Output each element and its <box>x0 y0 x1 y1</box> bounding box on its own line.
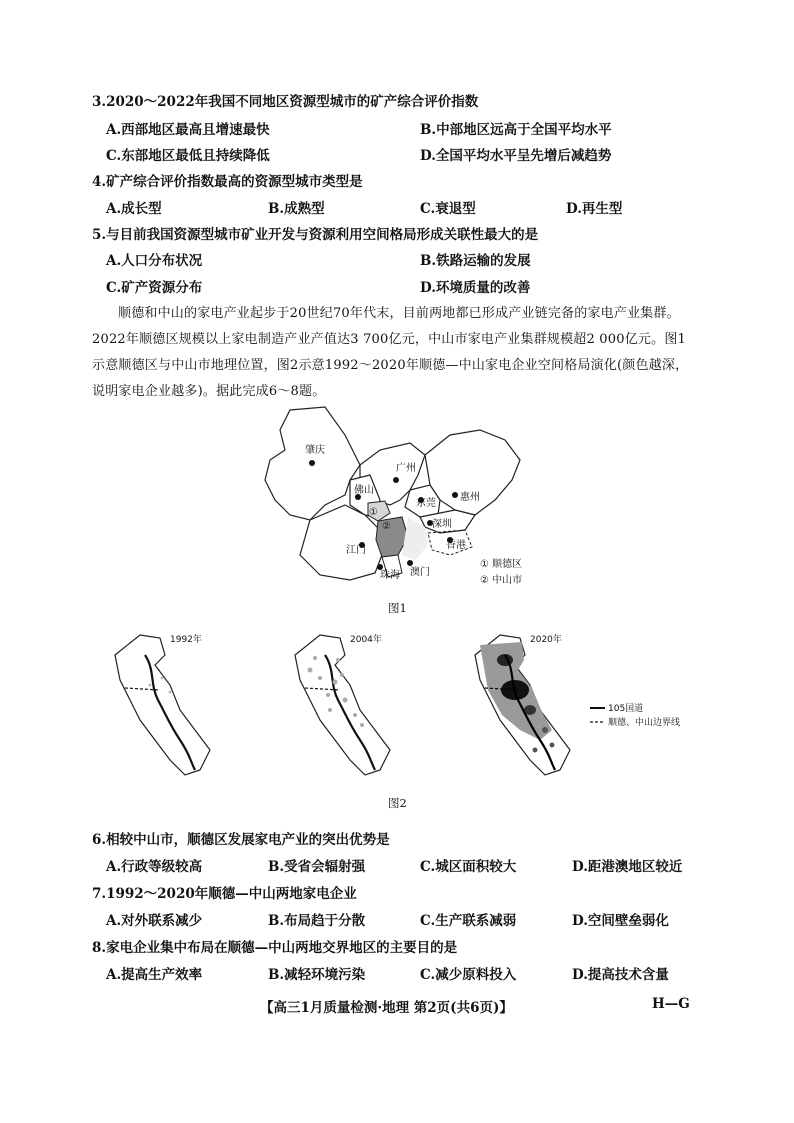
question-8-option-c: C.减少原料投入 <box>420 967 517 983</box>
question-7-option-c: C.生产联系减弱 <box>420 913 517 929</box>
question-4-option-d: D.再生型 <box>566 201 623 217</box>
page-footer-code: H—G <box>652 996 690 1012</box>
question-7-option-b: B.布局趋于分散 <box>268 913 366 929</box>
question-7-stem: 7.1992～2020年顺德—中山两地家电企业 <box>92 886 357 902</box>
question-3-option-c: C.东部地区最低且持续降低 <box>106 148 270 164</box>
panel-2004 <box>295 633 390 775</box>
passage-line-3: 示意顺德区与中山市地理位置，图2示意1992～2020年顺德—中山家电企业空间格局演化(颜色越深， <box>92 358 689 373</box>
label-year-2004: 2004年 <box>350 635 382 645</box>
figure-2-caption: 图2 <box>388 796 407 810</box>
label-foshan: 佛山 <box>354 485 374 496</box>
question-5-stem: 5.与目前我国资源型城市矿业开发与资源利用空间格局形成关联性最大的是 <box>92 227 539 243</box>
legend-shunde: ① 顺德区 <box>480 559 523 570</box>
label-shenzhen: 深圳 <box>432 519 452 530</box>
question-6-option-c: C.城区面积较大 <box>420 859 517 875</box>
passage-line-2: 2022年顺德区规模以上家电制造产业产值达3 700亿元，中山市家电产业集群规模超2 000亿元。图1 <box>92 332 686 347</box>
question-5-option-d: D.环境质量的改善 <box>420 280 531 296</box>
question-6-stem: 6.相较中山市，顺德区发展家电产业的突出优势是 <box>92 832 390 848</box>
label-dongguan: 东莞 <box>416 498 436 509</box>
marker-zhongshan: ② <box>382 521 391 532</box>
question-8-option-a: A.提高生产效率 <box>106 967 203 983</box>
passage-line-1: 顺德和中山的家电产业起步于20世纪70年代末，目前两地都已形成产业链完备的家电产业集群。 <box>118 306 680 321</box>
question-7-option-d: D.空间壁垒弱化 <box>572 913 669 929</box>
question-5-option-c: C.矿产资源分布 <box>106 280 203 296</box>
question-6-option-a: A.行政等级较高 <box>106 859 203 875</box>
marker-shunde: ① <box>369 507 378 518</box>
question-6-option-d: D.距港澳地区较近 <box>572 859 683 875</box>
city-dot-macau <box>407 560 413 566</box>
passage-line-4: 说明家电企业越多)。据此完成6～8题。 <box>92 384 326 399</box>
label-huizhou: 惠州 <box>460 492 480 503</box>
label-year-1992: 1992年 <box>170 635 202 645</box>
page-footer-title: 【高三1月质量检测·地理 第2页(共6页)】 <box>260 1000 513 1016</box>
label-year-2020: 2020年 <box>530 635 562 645</box>
city-dot-guangzhou <box>393 477 399 483</box>
question-4-option-b: B.成熟型 <box>268 201 325 217</box>
panel-2020 <box>475 633 570 775</box>
question-8-stem: 8.家电企业集中布局在顺德—中山两地交界地区的主要目的是 <box>92 940 458 956</box>
figure-2-maps <box>100 630 720 790</box>
panel-1992 <box>115 633 210 775</box>
city-dot-zhaoqing <box>309 460 315 466</box>
label-zhuhai: 珠海 <box>380 570 400 581</box>
question-5-option-a: A.人口分布状况 <box>106 253 203 269</box>
legend-zhongshan: ② 中山市 <box>480 575 523 586</box>
figure-1-caption: 图1 <box>388 601 407 615</box>
question-4-stem: 4.矿产综合评价指数最高的资源型城市类型是 <box>92 174 363 190</box>
question-3-stem: 3.2020～2022年我国不同地区资源型城市的矿产综合评价指数 <box>92 94 479 110</box>
figure-1-map <box>250 405 550 595</box>
question-5-option-b: B.铁路运输的发展 <box>420 253 531 269</box>
label-jiangmen: 江门 <box>346 545 366 556</box>
question-8-option-b: B.减轻环境污染 <box>268 967 366 983</box>
question-3-option-a: A.西部地区最高且增速最快 <box>106 122 270 138</box>
label-hongkong: 香港 <box>446 540 466 551</box>
label-guangzhou: 广州 <box>396 463 416 474</box>
question-4-option-c: C.衰退型 <box>420 201 476 217</box>
question-7-option-a: A.对外联系减少 <box>106 913 203 929</box>
question-6-option-b: B.受省会辐射强 <box>268 859 366 875</box>
label-zhaoqing: 肇庆 <box>305 445 325 456</box>
figure-2-legend <box>590 702 680 728</box>
legend-highway-105: 105国道 <box>608 704 644 714</box>
label-macau: 澳门 <box>410 567 430 578</box>
legend-boundary: 顺德、中山边界线 <box>608 718 681 728</box>
question-3-option-d: D.全国平均水平呈先增后减趋势 <box>420 148 612 164</box>
city-dot-huizhou <box>452 492 458 498</box>
question-8-option-d: D.提高技术含量 <box>572 967 669 983</box>
question-3-option-b: B.中部地区远高于全国平均水平 <box>420 122 612 138</box>
question-4-option-a: A.成长型 <box>106 201 162 217</box>
